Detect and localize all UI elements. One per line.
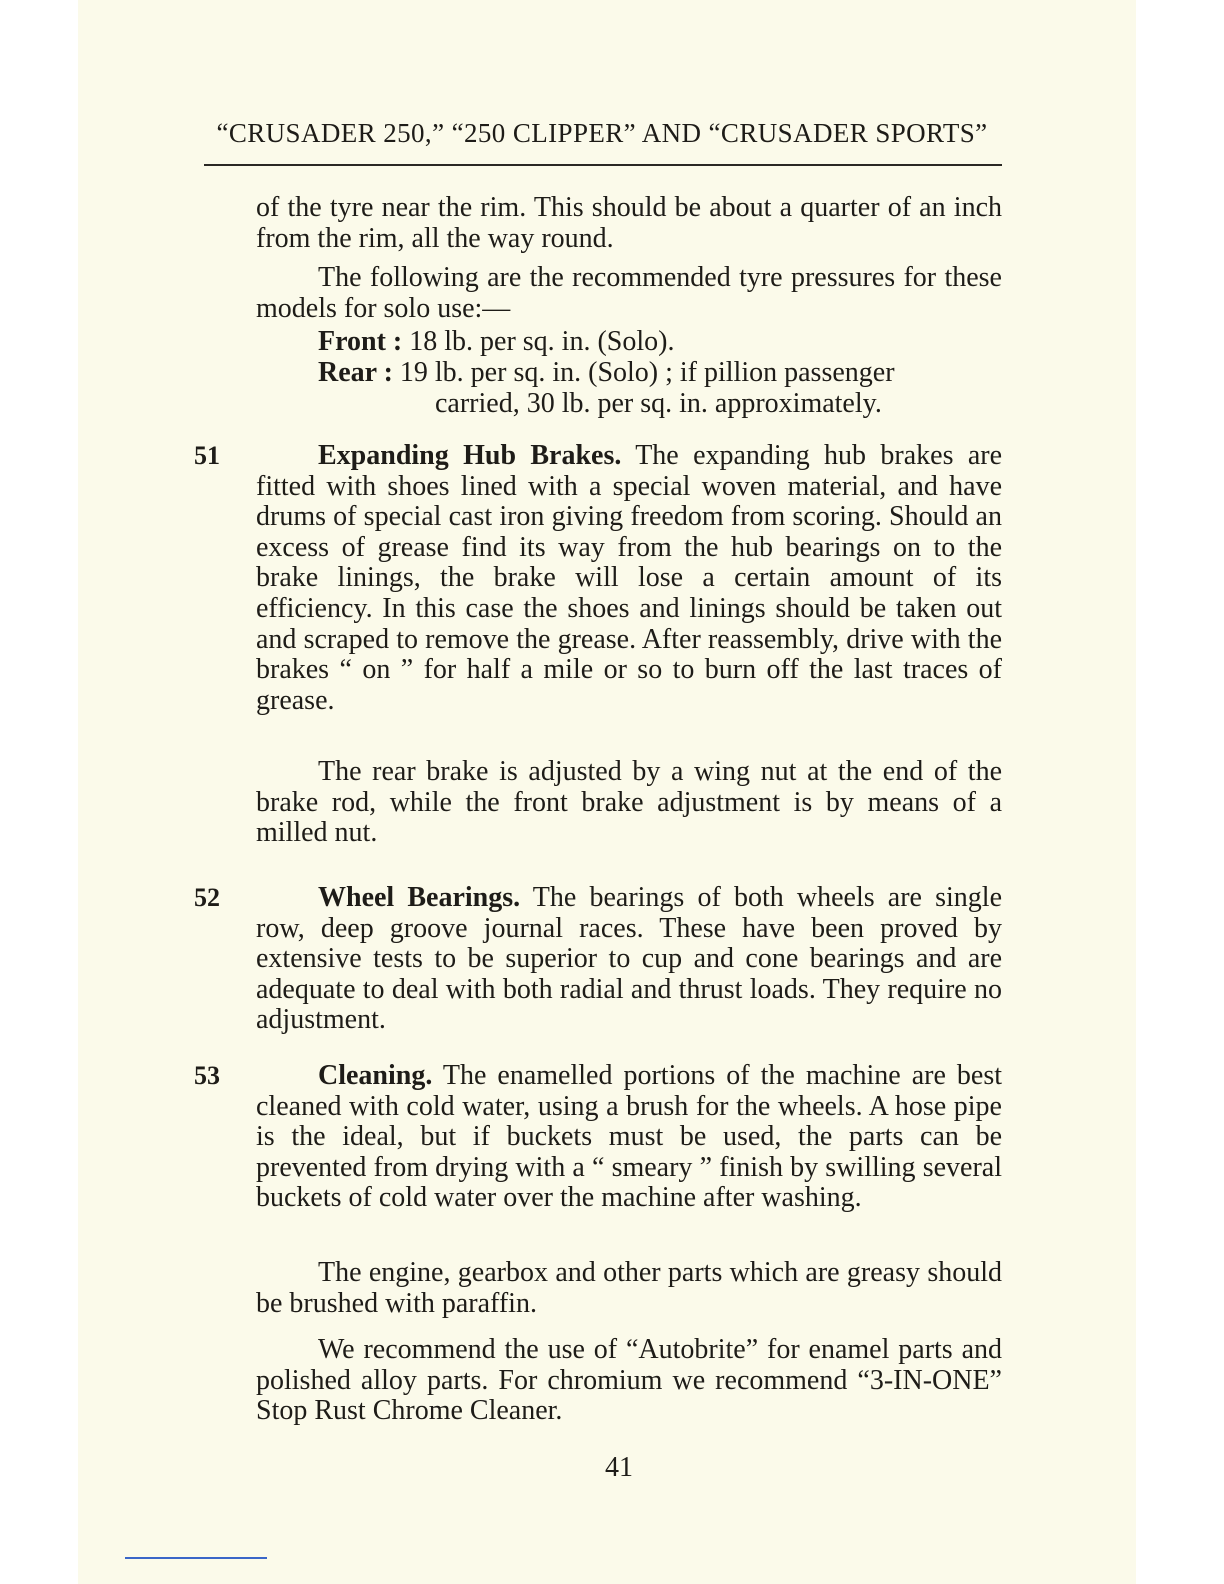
running-header: “CRUSADER 250,” “250 CLIPPER” AND “CRUSADER SPORTS” [216,118,988,148]
section-51-paragraph [256,441,1002,716]
rear-label: Rear : [318,357,393,388]
section-52-paragraph [256,883,1002,1036]
section-52-text: The bearings of both wheels are single row, deep groove journal races. These have been proved by extensive tests to be superior to cup and cone bearings and are adequate to deal with both radial and thrust loads. They require no adjustment. [256,882,1002,1036]
rear-value: 19 lb. per sq. in. (Solo) ; if pillion passenger [399,357,895,388]
scan-edge-line [125,1557,267,1559]
front-pressure-line [318,327,674,358]
section-number-51: 51 [194,441,220,470]
section-number-52: 52 [194,883,220,912]
section-53-paragraph [256,1061,1002,1214]
section-51-paragraph-2: The rear brake is adjusted by a wing nut at the end of the brake rod, while the front brake adjustment is by means of a milled nut. [256,756,1002,849]
section-53-heading: Cleaning. [318,1060,433,1091]
front-label: Front : [318,326,403,357]
front-value: 18 lb. per sq. in. (Solo). [409,326,675,357]
header-rule [204,164,1002,166]
intro-paragraph-2: The following are the recommended tyre pressures for these models for solo use:— [256,262,1002,324]
rear-value-continued: carried, 30 lb. per sq. in. approximately. [435,388,882,419]
section-53-paragraph-2: The engine, gearbox and other parts which are greasy should be brushed with paraffin. [256,1257,1002,1319]
intro-paragraph-1: of the tyre near the rim. This should be about a quarter of an inch from the rim, all the way round. [256,192,1002,254]
section-51-heading: Expanding Hub Brakes. [318,440,622,471]
section-53-paragraph-3: We recommend the use of “Autobrite” for enamel parts and polished alloy parts. For chromium we recommend “3-IN-ONE” Stop Rust Chrome Cleaner. [256,1334,1002,1427]
rear-pressure-line [318,358,895,389]
section-51-text: The expanding hub brakes are fitted with shoes lined with a special woven material, and have drums of special cast iron giving freedom from scoring. Should an excess of grease find its way from the hub bearings on to the brake linings, the brake will lose a certain amount of its efficiency. In this case the shoes and linings should be taken out and scraped to remove the grease. After reassembly, drive with the brakes “ on ” for half a mile or so to burn off the last traces of grease. [256,440,1002,716]
section-number-53: 53 [194,1061,220,1090]
section-52-heading: Wheel Bearings. [318,882,521,913]
section-53-text: The enamelled portions of the machine are best cleaned with cold water, using a brush for the wheels. A hose pipe is the ideal, but if buckets must be used, the parts can be prevented from drying with a “ smeary ” finish by swilling several buckets of cold water over the machine after washing. [256,1060,1002,1214]
page-number: 41 [605,1452,633,1483]
